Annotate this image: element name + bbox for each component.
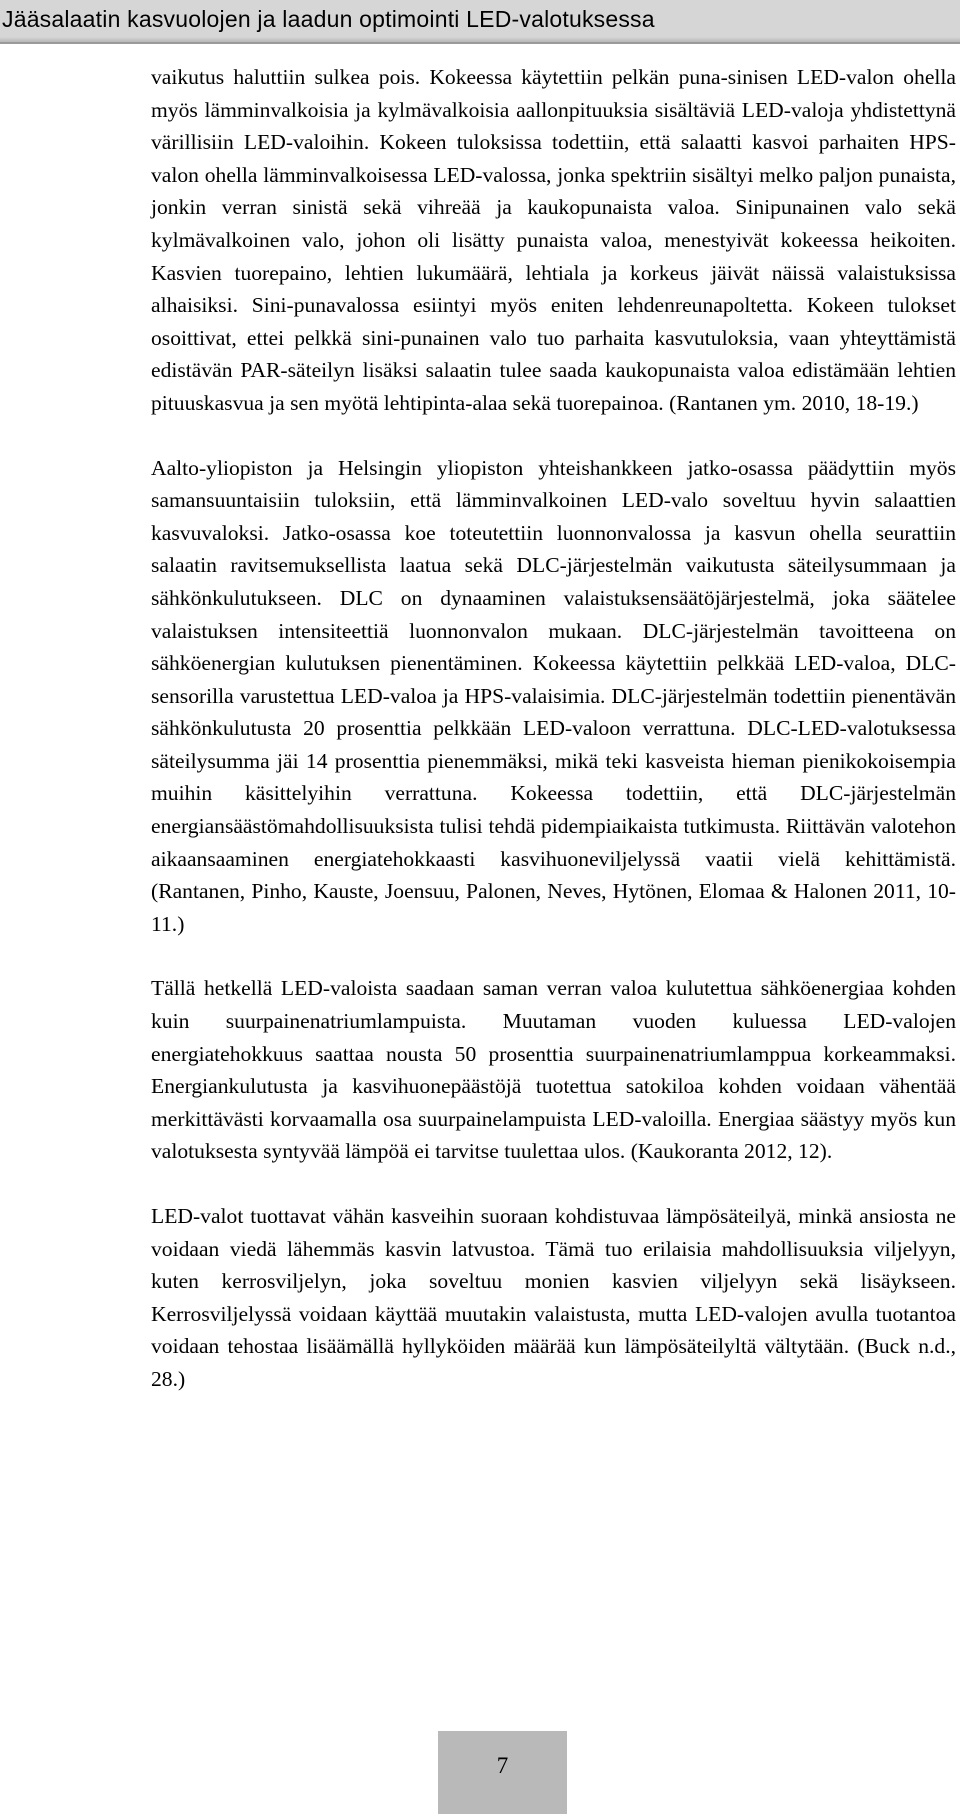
paragraph-1: vaikutus haluttiin sulkea pois. Kokeessa käytettiin pelkän puna-sinisen LED-valon ohella myös lämminvalkoisia ja kylmävalkoisia aallonpituuksia sisältäviä LED-valoja yhdistettynä värillisiin LED-valoihin. Kokeen tuloksissa todettiin, että salaatti kasvoi parhaiten HPS-valon ohella lämminvalkoisessa LED-valossa, jonka spektriin sisältyi melko paljon punaista, jonkin verran sinistä sekä vihreää ja kaukopunaista valoa. Sinipunainen valo sekä kylmävalkoinen valo, johon oli lisätty punaista valoa, menestyivät kokeessa heikoiten. Kasvien tuorepaino, lehtien lukumäärä, lehtiala ja korkeus jäivät näissä valaistuksissa alhaisiksi. Sini-punavalossa esiintyi myös eniten lehdenreunapoltetta. Kokeen tulokset osoittivat, ettei pelkkä sini-punainen valo tuo parhaita kasvutuloksia, vaan yhteyttämistä edistävän PAR-säteilyn lisäksi salaatin tulee saada kaukopunaista valoa edistämään lehtien pituuskasvua ja sen myötä lehtipinta-alaa sekä tuorepainoa. (Rantanen ym. 2010, 18-19.) — [151, 65, 956, 415]
running-header — [0, 0, 960, 44]
page-number-footer — [438, 1731, 567, 1814]
paragraph-3: Tällä hetkellä LED-valoista saadaan saman verran valoa kulutettua sähköenergiaa kohden kuin suurpainenatriumlampuista. Muutaman vuoden kuluessa LED-valojen energiatehokkuus saattaa nousta 50 prosenttia suurpainenatriumlamppua korkeammaksi. Energiankulutusta ja kasvihuonepäästöjä tuotettua satokiloa kohden voidaan vähentää merkittävästi korvaamalla osa suurpainelampuista LED-valoilla. Energiaa säästyy myös kun valotuksesta syntyvää lämpöä ei tarvitse tuulettaa ulos. (Kaukoranta 2012, 12). — [151, 976, 956, 1164]
body-text — [151, 61, 956, 1396]
paragraph-2: Aalto-yliopiston ja Helsingin yliopiston yhteishankkeen jatko-osassa päädyttiin myös samansuuntaisiin tuloksiin, että lämminvalkoinen LED-valo soveltuu hyvin salaattien kasvuvaloksi. Jatko-osassa koe toteutettiin luonnonvalossa ja kasvun ohella seurattiin salaatin ravitsemuksellista laatua sekä DLC-järjestelmän vaikutusta säteilysummaan ja sähkönkulutukseen. DLC on dynaaminen valaistuksensäätöjärjestelmä, joka säätelee valaistuksen intensiteettiä luonnonvalon mukaan. DLC-järjestelmän tavoitteena on sähköenergian kulutuksen pienentäminen. Kokeessa käytettiin pelkkää LED-valoa, DLC-sensorilla varustettua LED-valoa ja HPS-valaisimia. DLC-järjestelmän todettiin pienentävän sähkönkulutusta 20 prosenttia pelkkään LED-valoon verrattuna. DLC-LED-valotuksessa säteilysumma jäi 14 prosenttia pienemmäksi, mikä teki kasveista hieman pienikokoisempia muihin käsittelyihin verrattuna. Kokeessa todettiin, että DLC-järjestelmän energiansäästömahdollisuuksista tulisi tehdä pidempiaikaista tutkimusta. Riittävän valotehon aikaansaaminen energiatehokkaasti kasvihuoneviljelyssä vaatii vielä kehittämistä. (Rantanen, Pinho, Kauste, Joensuu, Palonen, Neves, Hytönen, Elomaa & Halonen 2011, 10-11.) — [151, 455, 956, 936]
document-title: Jääsalaatin kasvuolojen ja laadun optimointi LED-valotuksessa — [2, 6, 655, 32]
page-number: 7 — [496, 1753, 509, 1778]
paragraph-4: LED-valot tuottavat vähän kasveihin suoraan kohdistuvaa lämpösäteilyä, minkä ansiosta ne voidaan viedä lähemmäs kasvin latvustoa. Tämä tuo erilaisia mahdollisuuksia viljelyyn, kuten kerrosviljelyn, joka soveltuu monien kasvien viljelyyn sekä lisäykseen. Kerrosviljelyssä voidaan käyttää muutakin valaistusta, mutta LED-valojen avulla tuotantoa voidaan tehostaa lisäämällä hyllyköiden määrää kun lämpösäteilyltä vältytään. (Buck n.d., 28.) — [151, 1204, 956, 1391]
